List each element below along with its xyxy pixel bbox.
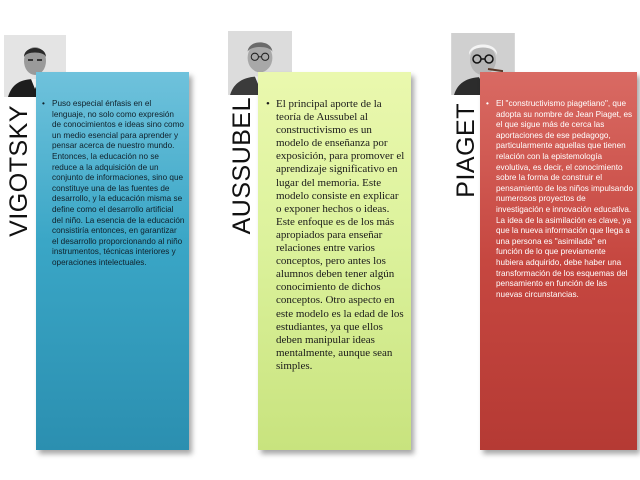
aussubel-card (258, 72, 411, 450)
vigotsky-card (36, 72, 189, 450)
piaget-bullet-text: • El "constructivismo piagetiano", que adopta su nombre de Jean Piaget, es el que sigue más de cerca las aportaciones de ese pedagogo, particularmente aquellas que tienen relación con la epistemología evolutiva, es decir, el conocimiento sobre la forma de construir el pensamiento de los niños impulsando numerosos proyectos de investigación e innovación educativa. La idea de la asimilación es clave, ya que la nueva información que llega a una persona es "asimilada" en función de lo que previamente hubiera adquirido, debe haber una transformación de los esquemas del pensamiento en función de las nuevas circunstancias. (486, 99, 634, 299)
piaget-card (480, 72, 637, 450)
piaget-title: PIAGET (452, 103, 480, 198)
vigotsky-bullet-text: • Puso especial énfasis en el lenguaje, no solo como expresión de conocimientos e ideas sino como un medio esencial para aprender y pensar acerca de nuestro mundo. Entonces, la educación no se reduce a la adquisición de un conjunto de informaciones, sino que constituye una de las fuentes de desarrollo, y la educación misma se define como el desarrollo artificial del niño. La esencia de la educación consistiría entonces, en garantizar el desarrollo proporcionando al niño instrumentos, técnicas interiores y operaciones intelectuales. (42, 99, 185, 267)
aussubel-title: AUSSUBEL (228, 97, 256, 235)
vigotsky-title: VIGOTSKY (5, 105, 33, 237)
aussubel-bullet-text: • El principal aporte de la teoría de Aussubel al constructivismo es un modelo de enseñanza por exposición, para promover el aprendizaje significativo en lugar del memoria. Este modelo consiste en explicar o exponer hechos o ideas. Este enfoque es de los más apropiados para enseñar relaciones entre varios conceptos, pero antes los alumnos deben tener algún conocimiento de dichos conceptos. Otro aspecto en este modelo es la edad de los estudiantes, ya que ellos deben manipular ideas mentalmente, aunque sean simples. (266, 98, 405, 372)
